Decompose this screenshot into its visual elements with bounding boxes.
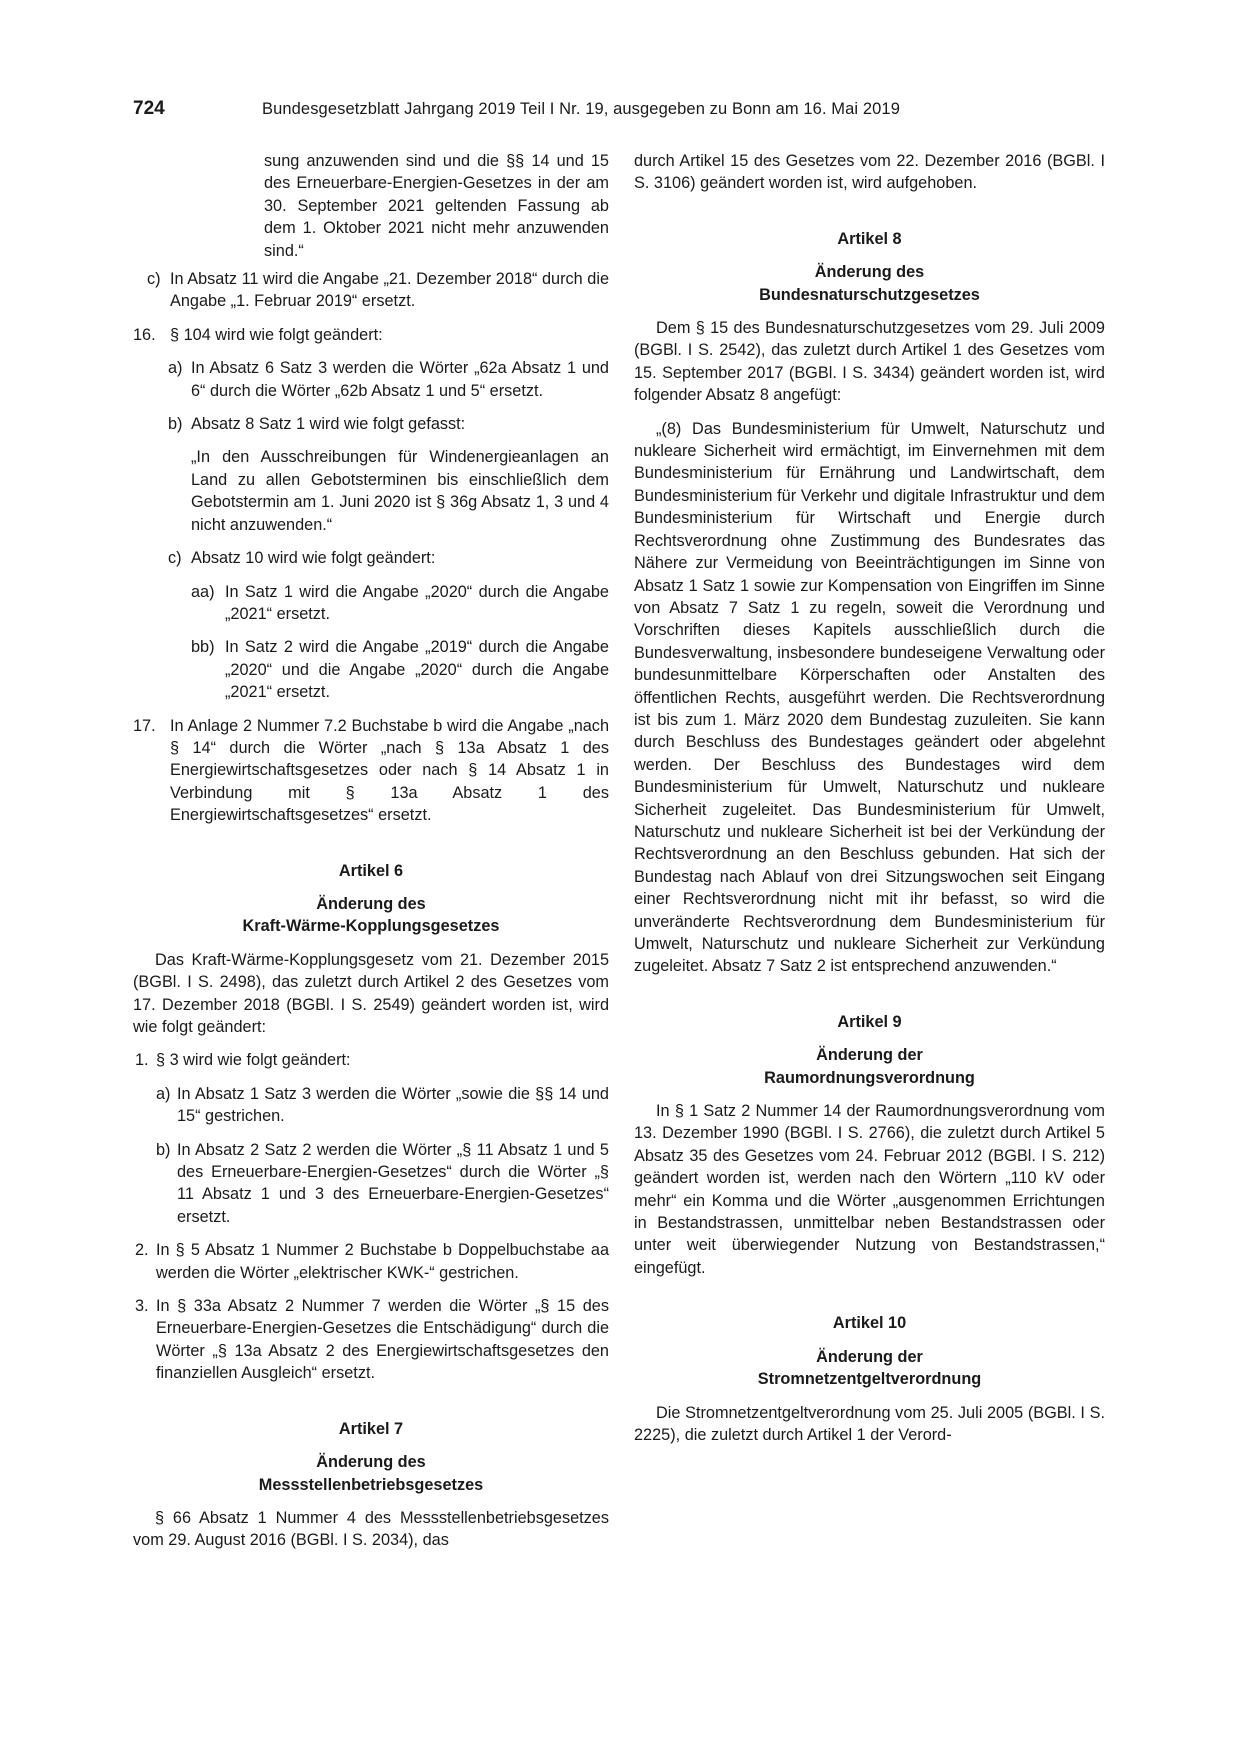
list-item: 1. § 3 wird wie folgt geändert: <box>135 1051 351 1070</box>
page-number: 724 <box>133 98 165 119</box>
article-body: Die Stromnetzentgeltverordnung vom 25. Juli 2005 (BGBl. I S. 2225), die zuletzt durch Artikel 1 der Verord- <box>634 1403 1105 1444</box>
list-item: b) In Absatz 2 Satz 2 werden die Wörter „§ 11 Absatz 1 und 5 des Erneuerbare-Energien-Gesetzes“ durch die Wörter „§ 11 Absatz 1 und 3 des Erneuerbare-Energien-Gesetzes“ ersetzt. <box>156 1140 609 1226</box>
article-subtitle: Änderung des <box>814 263 925 282</box>
article-heading: Artikel 7 <box>338 1419 404 1438</box>
quoted-text: „(8) Das Bundesministerium für Umwelt, Naturschutz und nukleare Sicherheit wird ermächtigt, im Einvernehmen mit dem Bundesministerium für Ernährung und Landwirtschaft, dem Bundesministerium für Verkehr und digitale Infrastruktur und dem Bundesministerium für Wirtschaft und Energie durch Rechtsverordnung ohne Zustimmung des Bundesrates das Nähere zur Vermeidung von Beeinträchtigungen im Sinne von Absatz 1 Satz 1 sowie zur Kompensation von Eingriffen im Sinne von Absatz 7 Satz 1 zu regeln, soweit die Verordnung und Vorschriften dieses Kapitels ausschließlich durch die Bundesverwaltung, insbesondere bundeseigene Verwaltung oder bundesunmittelbare Körperschaften oder Anstalten des öffentlichen Rechts, ausgeführt werden. Die Rechtsverordnung ist bis zum 1. März 2020 dem Bundestag zuzuleiten. Sie kann durch Beschluss des Bundestages geändert oder abgelehnt werden. Der Beschluss des Bundestages wird dem Bundesministerium für Umwelt, Naturschutz und nukleare Sicherheit zugeleitet. Das Bundesministerium für Umwelt, Naturschutz und nukleare Sicherheit ist bei der Verkündung der Rechtsverordnung an den Beschluss gebunden. Hat sich der Bundestag nach Ablauf von drei Sitzungswochen seit Eingang einer Rechtsverordnung nicht mit ihr befasst, so wird die unveränderte Rechtsverordnung dem Bundesministerium für Umwelt, Naturschutz und nukleare Sicherheit zur Verkündung zugeleitet. Absatz 7 Satz 2 ist entsprechend anzuwenden.“ <box>634 419 1105 976</box>
article-heading: Artikel 8 <box>837 229 902 248</box>
left-column <box>133 150 609 1552</box>
article-subtitle: Änderung des <box>316 1453 426 1472</box>
article-subtitle: Kraft-Wärme-Kopplungsgesetzes <box>242 917 500 936</box>
list-item: b) Absatz 8 Satz 1 wird wie folgt gefasst: <box>168 415 466 434</box>
list-item: aa) In Satz 1 wird die Angabe „2020“ durch die Angabe „2021“ ersetzt. <box>191 582 609 623</box>
article-heading: Artikel 6 <box>338 861 404 880</box>
running-title: Bundesgesetzblatt Jahrgang 2019 Teil I Nr. 19, ausgegeben zu Bonn am 16. Mai 2019 <box>262 100 900 118</box>
list-item: a) In Absatz 1 Satz 3 werden die Wörter „sowie die §§ 14 und 15“ gestrichen. <box>156 1084 609 1126</box>
list-item: c) Absatz 10 wird wie folgt geändert: <box>168 549 436 568</box>
list-item: c) In Absatz 11 wird die Angabe „21. Dezember 2018“ durch die Angabe „1. Februar 2019“ ersetzt. <box>147 270 609 311</box>
list-item: a) In Absatz 6 Satz 3 werden die Wörter „62a Absatz 1 und 6“ durch die Wörter „62b Absatz 1 und 5“ ersetzt. <box>168 359 609 400</box>
list-item: 2. In § 5 Absatz 1 Nummer 2 Buchstabe b Doppelbuchstabe aa werden die Wörter „elektrischer KWK-“ gestrichen. <box>135 1241 609 1282</box>
continued-quote: sung anzuwenden sind und die §§ 14 und 15 des Erneuerbare-Energien-Gesetzes in der am 30. September 2021 geltenden Fassung ab dem 1. Oktober 2021 nicht mehr anzuwenden sind.“ <box>264 152 609 260</box>
article-subtitle: Änderung der <box>816 1347 923 1366</box>
article-body: § 66 Absatz 1 Nummer 4 des Messstellenbetriebsgesetzes vom 29. August 2016 (BGBl. I S. 2034), das <box>133 1508 609 1550</box>
article-subtitle: Bundesnaturschutzgesetzes <box>759 285 980 304</box>
article-heading: Artikel 9 <box>837 1012 902 1031</box>
article-intro: Dem § 15 des Bundesnaturschutzgesetzes vom 29. Juli 2009 (BGBl. I S. 2542), das zuletzt durch Artikel 1 des Gesetzes vom 15. September 2017 (BGBl. I S. 3434) geändert worden ist, wird folgender Absatz 8 angefügt: <box>634 319 1105 405</box>
article-subtitle: Messstellenbetriebsgesetzes <box>258 1475 484 1494</box>
quoted-text: „In den Ausschreibungen für Windenergieanlagen an Land zu allen Gebotsterminen bis einschließlich dem Gebotstermin am 1. Juni 2020 ist § 36g Absatz 1, 3 und 4 nicht anzuwenden.“ <box>191 448 609 534</box>
right-column <box>634 150 1105 1446</box>
article-subtitle: Änderung des <box>316 894 426 913</box>
article-body: In § 1 Satz 2 Nummer 14 der Raumordnungsverordnung vom 13. Dezember 1990 (BGBl. I S. 2766), die zuletzt durch Artikel 5 Absatz 35 des Gesetzes vom 24. Februar 2012 (BGBl. I S. 212) geändert worden ist, werden nach den Wörtern „110 kV oder mehr“ ein Komma und die Wörter „ausgenommen Errichtungen in Bestandstrassen, unmittelbar neben Bestandstrassen oder unter weit überwiegender Nutzung von Bestandstrassen,“ eingefügt. <box>634 1102 1105 1277</box>
list-item: 17. In Anlage 2 Nummer 7.2 Buchstabe b wird die Angabe „nach § 14“ durch die Wörter „nach § 13a Absatz 1 des Energiewirtschaftsgesetzes oder nach § 14 Absatz 1 in Verbindung mit § 13a Absatz 1 des Energiewirtschaftsgesetzes“ ersetzt. <box>133 716 609 825</box>
list-item: bb) In Satz 2 wird die Angabe „2019“ durch die Angabe „2020“ und die Angabe „2020“ durch die Angabe „2021“ ersetzt. <box>191 638 609 702</box>
article-heading: Artikel 10 <box>832 1314 907 1333</box>
article-intro: Das Kraft-Wärme-Kopplungsgesetz vom 21. Dezember 2015 (BGBl. I S. 2498), das zuletzt durch Artikel 2 des Gesetzes vom 17. Dezember 2018 (BGBl. I S. 2549) geändert worden ist, wird wie folgt geändert: <box>133 950 609 1036</box>
list-item: 16. § 104 wird wie folgt geändert: <box>133 325 383 344</box>
page-header <box>133 98 1103 128</box>
continued-text: durch Artikel 15 des Gesetzes vom 22. Dezember 2016 (BGBl. I S. 3106) geändert worden ist, wird aufgehoben. <box>634 152 1105 193</box>
article-subtitle: Raumordnungsverordnung <box>764 1068 975 1087</box>
list-item: 3. In § 33a Absatz 2 Nummer 7 werden die Wörter „§ 15 des Erneuerbare-Energien-Gesetzes die Entschädigung“ durch die Wörter „§ 13a Absatz 2 des Energiewirtschaftsgesetzes den finanziellen Ausgleich“ ersetzt. <box>135 1297 609 1383</box>
article-subtitle: Änderung der <box>816 1046 923 1065</box>
article-subtitle: Stromnetzentgeltverordnung <box>757 1370 982 1389</box>
